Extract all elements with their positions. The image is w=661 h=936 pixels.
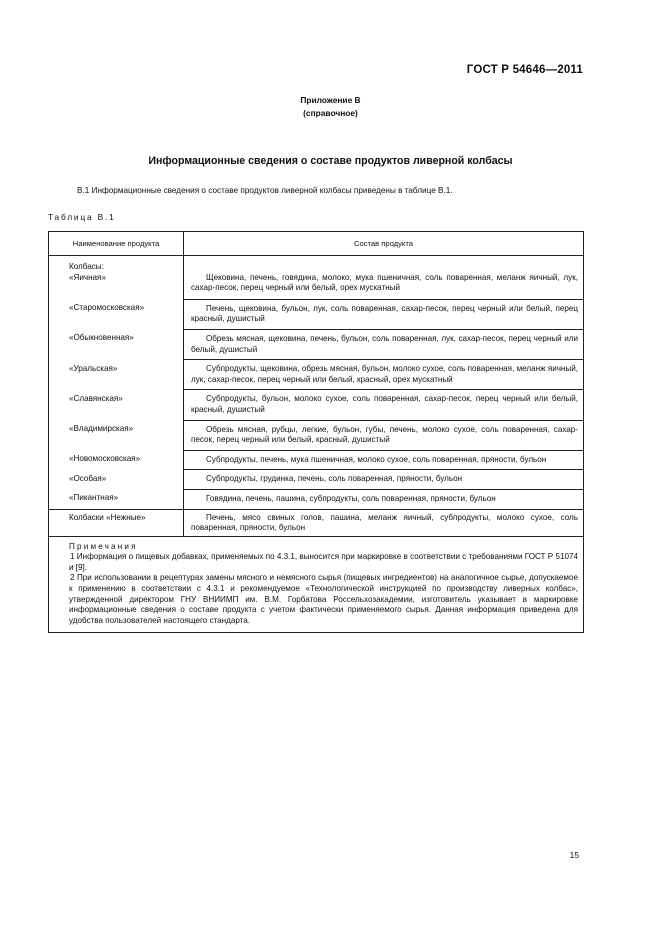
table-body — [49, 256, 583, 510]
table-row — [49, 299, 583, 329]
table-row — [49, 390, 583, 420]
table-row-group — [49, 256, 583, 273]
product-name: «Славянская» — [49, 390, 184, 420]
table-row — [49, 489, 583, 509]
section-heading: Информационные сведения о составе продуктов ливерной колбасы — [148, 155, 513, 167]
note-2: 2 При использовании в рецептурах замены мясного и немясного сырья (пищевых ингредиентов) на аналогичное сырье, допускаемое к применению в соответствии с 4.3.1 и рекомендуемое «Технологической инструкцией по производству ливерных колбас», утвержденной директором ГНУ ВНИИМП им. В.М. Горбатова Россельхозакадемии, изготовитель указывает в маркировке информационные сведения о составе продукта с учетом фактически применяемого сырья. Данная информация приведена для удобства пользователей настоящего стандарта. — [69, 573, 578, 625]
notes-title: Примечания — [69, 541, 138, 551]
table-row — [49, 450, 583, 470]
notes-row — [49, 536, 583, 632]
product-composition: Говядина, печень, пашина, субпродукты, соль поваренная, пряности, бульон — [184, 489, 584, 509]
product-composition: Обрезь мясная, рубцы, легкие, бульон, губы, печень, молоко сухое, соль поваренная, сахар-песок, перец черный или белый, красный, душистый — [184, 420, 584, 450]
product-name: «Уральская» — [49, 360, 184, 390]
product-composition: Субпродукты, печень, мука пшеничная, молоко сухое, соль поваренная, пряности, бульон — [184, 450, 584, 470]
appendix-title: Приложение В — [300, 95, 361, 105]
column-header-name: Наименование продукта — [49, 232, 184, 256]
product-name: «Яичная» — [49, 273, 184, 300]
table-row — [49, 360, 583, 390]
product-name: «Обыкновенная» — [49, 329, 184, 359]
table-header-row — [49, 232, 583, 256]
product-name: «Старомосковская» — [49, 299, 184, 329]
table-row — [49, 470, 583, 490]
table-row — [49, 420, 583, 450]
table-row — [49, 509, 583, 536]
product-composition: Субпродукты, щековина, обрезь мясная, бульон, молоко сухое, соль поваренная, меланж яичный, лук, сахар-песок, перец черный или белый, красный, орех мускатный — [184, 360, 584, 390]
product-name: «Пикантная» — [49, 489, 184, 509]
page-number: 15 — [569, 850, 579, 860]
note-1: 1 Информация о пищевых добавках, применяемых по 4.3.1, выносится при маркировке в соответствии с требованиями ГОСТ Р 51074 и [9]. — [69, 552, 578, 572]
column-header-composition: Состав продукта — [184, 232, 584, 256]
document-id: ГОСТ Р 54646—2011 — [466, 64, 583, 76]
table-row — [49, 273, 583, 300]
product-name: «Владимирская» — [49, 420, 184, 450]
intro-paragraph: В.1 Информационные сведения о составе продуктов ливерной колбасы приведены в таблице В.1. — [77, 186, 453, 195]
product-composition: Печень, щековина, бульон, лук, соль поваренная, сахар-песок, перец черный или белый, перец красный, душистый — [184, 299, 584, 329]
product-name: Колбаски «Нежные» — [49, 509, 184, 536]
product-composition: Печень, мясо свиных голов, пашина, меланж яичный, субпродукты, молоко сухое, соль поваренная, пряности, бульон — [184, 509, 584, 536]
appendix-block — [0, 94, 661, 120]
appendix-subtitle: (справочное) — [303, 108, 358, 118]
product-composition: Обрезь мясная, щековина, печень, бульон, соль поваренная, лук, сахар-песок, перец черный или белый, душистый — [184, 329, 584, 359]
product-composition: Субпродукты, бульон, молоко сухое, соль поваренная, сахар-песок, перец черный или белый, красный, душистый — [184, 390, 584, 420]
table-caption: Таблица В.1 — [48, 212, 116, 222]
group-label: Колбасы: — [49, 256, 184, 273]
product-name: «Новомосковская» — [49, 450, 184, 470]
table-row — [49, 329, 583, 359]
product-composition: Щековина, печень, говядина, молоко, мука пшеничная, соль поваренная, меланж яичный, лук, сахар-песок, перец черный или белый, орех мускатный — [184, 273, 584, 300]
product-composition: Субпродукты, грудинка, печень, соль поваренная, пряности, бульон — [184, 470, 584, 490]
composition-table — [48, 231, 584, 633]
table-notes — [49, 536, 583, 632]
product-name: «Особая» — [49, 470, 184, 490]
